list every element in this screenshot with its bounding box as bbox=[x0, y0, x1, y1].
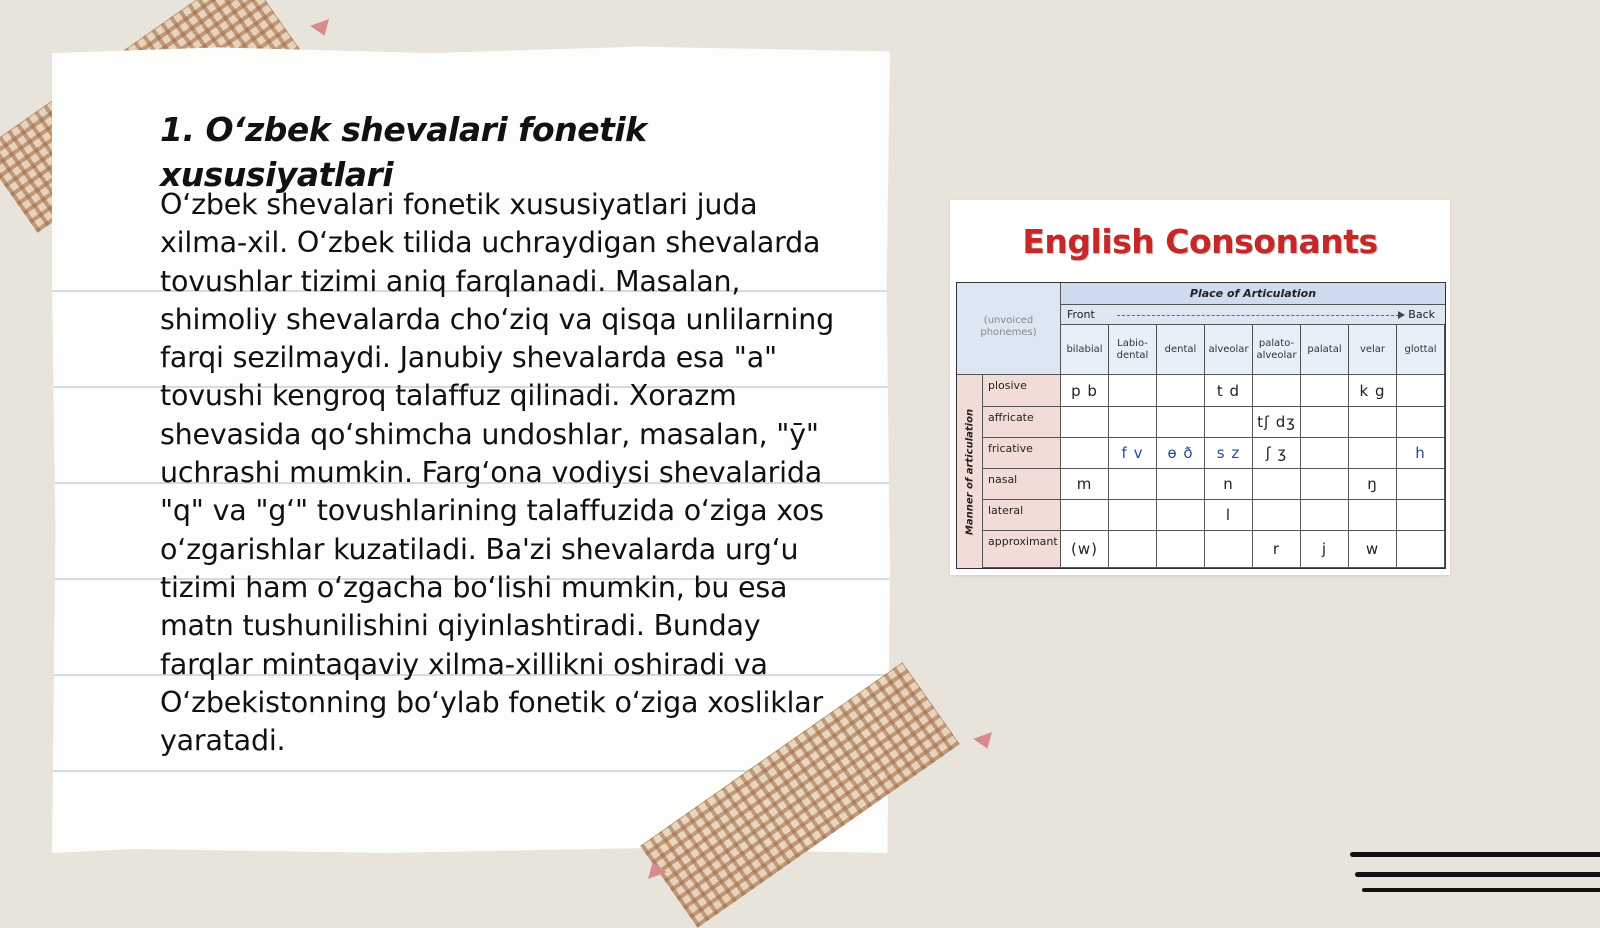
row-header: approximant bbox=[983, 531, 1061, 568]
phoneme-cell bbox=[1397, 407, 1445, 438]
table-corner-label: (unvoiced phonemes) bbox=[957, 283, 1061, 375]
column-header: palatal bbox=[1301, 325, 1349, 375]
front-back-axis bbox=[1061, 305, 1445, 325]
phoneme-cell bbox=[1157, 469, 1205, 500]
row-header: lateral bbox=[983, 500, 1061, 531]
decorative-line bbox=[1350, 852, 1600, 857]
row-header: affricate bbox=[983, 407, 1061, 438]
phoneme-cell bbox=[1253, 500, 1301, 531]
phoneme-cell bbox=[1061, 500, 1109, 531]
tape-end-marker bbox=[973, 732, 997, 752]
phoneme-cell bbox=[1301, 469, 1349, 500]
phoneme-cell: s z bbox=[1205, 438, 1253, 469]
phoneme-cell bbox=[1109, 500, 1157, 531]
column-header: bilabial bbox=[1061, 325, 1109, 375]
phoneme-cell bbox=[1301, 438, 1349, 469]
phoneme-cell bbox=[1109, 407, 1157, 438]
phoneme-cell: ŋ bbox=[1349, 469, 1397, 500]
phoneme-cell bbox=[1397, 531, 1445, 568]
phoneme-cell bbox=[1205, 407, 1253, 438]
phoneme-cell bbox=[1109, 531, 1157, 568]
phoneme-cell: t d bbox=[1205, 375, 1253, 407]
column-header: Labio-dental bbox=[1109, 325, 1157, 375]
place-of-articulation-header: Place of Articulation bbox=[1061, 283, 1445, 305]
phoneme-cell: w bbox=[1349, 531, 1397, 568]
phoneme-cell bbox=[1205, 531, 1253, 568]
arrow-icon bbox=[1117, 315, 1399, 316]
decorative-line bbox=[1355, 872, 1600, 877]
phoneme-cell bbox=[1349, 438, 1397, 469]
consonants-chart-image bbox=[950, 200, 1450, 575]
column-header: glottal bbox=[1397, 325, 1445, 375]
tape-end-marker bbox=[310, 19, 334, 39]
front-label: Front bbox=[1067, 308, 1095, 321]
phoneme-cell bbox=[1253, 469, 1301, 500]
row-header: plosive bbox=[983, 375, 1061, 407]
column-header: velar bbox=[1349, 325, 1397, 375]
phoneme-cell bbox=[1157, 375, 1205, 407]
phoneme-cell: m bbox=[1061, 469, 1109, 500]
phoneme-cell: f v bbox=[1109, 438, 1157, 469]
phoneme-cell bbox=[1301, 407, 1349, 438]
phoneme-cell: tʃ dʒ bbox=[1253, 407, 1301, 438]
manner-label: Manner of articulation bbox=[964, 408, 975, 535]
column-header: dental bbox=[1157, 325, 1205, 375]
phoneme-cell bbox=[1157, 500, 1205, 531]
back-label: Back bbox=[1408, 308, 1435, 321]
phoneme-cell bbox=[1397, 500, 1445, 531]
phoneme-cell bbox=[1109, 375, 1157, 407]
slide-heading: 1. O‘zbek shevalari fonetik xususiyatlari bbox=[160, 110, 647, 194]
phoneme-cell bbox=[1349, 500, 1397, 531]
phoneme-cell bbox=[1061, 407, 1109, 438]
phoneme-cell: n bbox=[1205, 469, 1253, 500]
phoneme-cell bbox=[1397, 375, 1445, 407]
column-header: alveolar bbox=[1205, 325, 1253, 375]
consonant-table bbox=[956, 282, 1446, 569]
phoneme-cell bbox=[1061, 438, 1109, 469]
phoneme-cell: (w) bbox=[1061, 531, 1109, 568]
column-header: palato-alveolar bbox=[1253, 325, 1301, 375]
phoneme-cell: ɵ ð bbox=[1157, 438, 1205, 469]
phoneme-cell: h bbox=[1397, 438, 1445, 469]
phoneme-cell: p b bbox=[1061, 375, 1109, 407]
phoneme-cell bbox=[1253, 375, 1301, 407]
phoneme-cell: ʃ ʒ bbox=[1253, 438, 1301, 469]
phoneme-cell bbox=[1397, 469, 1445, 500]
row-header: nasal bbox=[983, 469, 1061, 500]
phoneme-cell bbox=[1157, 407, 1205, 438]
phoneme-cell: j bbox=[1301, 531, 1349, 568]
chart-title: English Consonants bbox=[1022, 222, 1378, 261]
phoneme-cell: k g bbox=[1349, 375, 1397, 407]
phoneme-cell bbox=[1301, 500, 1349, 531]
phoneme-cell bbox=[1349, 407, 1397, 438]
phoneme-cell: r bbox=[1253, 531, 1301, 568]
decorative-line bbox=[1362, 888, 1600, 892]
slide-body-text: O‘zbek shevalari fonetik xususiyatlari juda xilma-xil. O‘zbek tilida uchraydigan shevalarda tovushlar tizimi aniq farqlanadi. Masalan, shimoliy shevalarda cho‘ziq va qisqa unlilarning farqi sezilmaydi. Janubiy shevalarda esa "a" tovushi kengroq talaffuz qilinadi. Xorazm shevasida qo‘shimcha undoshlar, masalan, "ȳ" uchrashi mumkin. Farg‘ona vodiysi shevalarida "q" va "g‘" tovushlarining talaffuzida o‘ziga xos o‘zgarishlar kuzatiladi. Ba'zi shevalarda urg‘u tizimi ham o‘zgacha bo‘lishi mumkin, bu esa matn tushunilishini qiyinlashtiradi. Bunday farqlar mintaqaviy xilma-xillikni oshiradi va O‘zbekistonning bo‘ylab fonetik o‘ziga xosliklar yaratadi. bbox=[160, 188, 834, 758]
manner-of-articulation-header bbox=[957, 375, 983, 568]
phoneme-cell bbox=[1157, 531, 1205, 568]
phoneme-cell bbox=[1109, 469, 1157, 500]
row-header: fricative bbox=[983, 438, 1061, 469]
phoneme-cell bbox=[1301, 375, 1349, 407]
phoneme-cell: l bbox=[1205, 500, 1253, 531]
